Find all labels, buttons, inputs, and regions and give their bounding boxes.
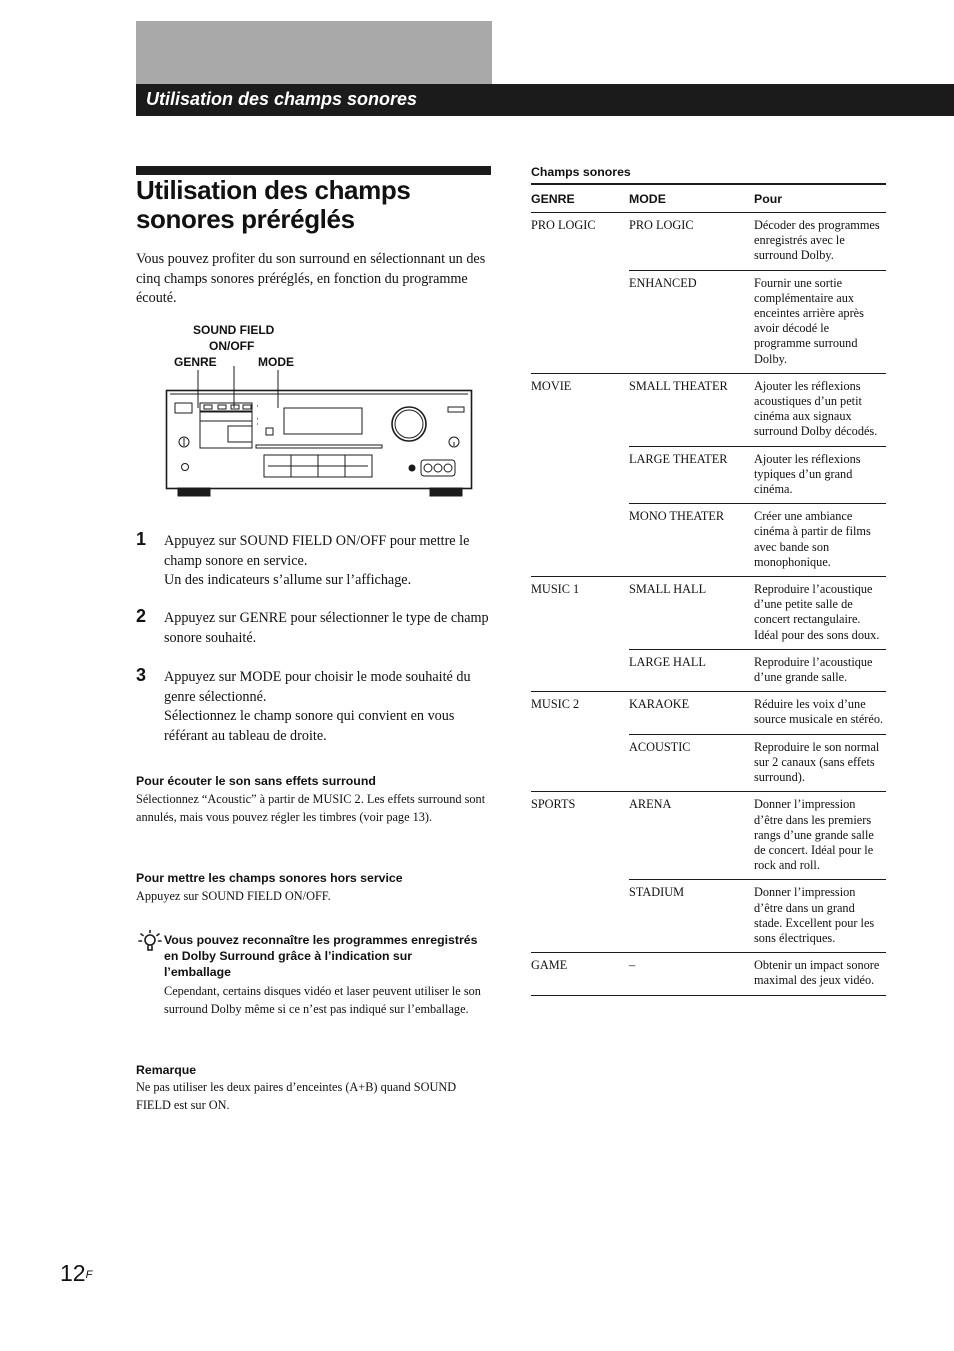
cell-mode: ACOUSTIC [629, 734, 754, 792]
step-line: Appuyez sur SOUND FIELD ON/OFF pour mettre le champ sonore en service. [164, 533, 470, 569]
tip-heading-line: Vous pouvez reconnaître les programmes enregistrés [164, 933, 478, 947]
cell-mode: KARAOKE [629, 692, 754, 734]
section-title: Utilisation des champs sonores [146, 89, 418, 109]
step-line: Sélectionnez le champ sonore qui convient en vous référant au tableau de droite. [164, 708, 455, 744]
note-heading: Remarque [136, 1063, 197, 1077]
cell-genre [531, 880, 629, 953]
header-gray-block [136, 21, 492, 84]
cell-genre: SPORTS [531, 797, 576, 812]
table-caption: Champs sonores [531, 165, 631, 179]
cell-mode: LARGE HALL [629, 649, 754, 691]
cell-pour: Reproduire l’acoustique d’une petite salle de concert rectangulaire. Idéal pour des sons doux. [754, 577, 886, 650]
cell-genre: GAME [531, 953, 629, 995]
label-mode: MODE [258, 355, 294, 369]
table-row [531, 577, 886, 650]
cell-genre [531, 649, 629, 691]
sound-field-table [531, 183, 886, 996]
section-text-no-surround: Sélectionnez “Acoustic” à partir de MUSIC 2. Les effets surround sont annulés, mais vous pouvez régler les timbres (voir page 13). [136, 792, 486, 824]
table-row [531, 270, 886, 373]
step-number: 2 [136, 606, 147, 626]
cell-genre [531, 504, 629, 577]
header-genre: GENRE [531, 184, 629, 213]
section-heading-off: Pour mettre les champs sonores hors service [136, 871, 403, 885]
tip-text: Cependant, certains disques vidéo et laser peuvent utiliser le son surround Dolby même si ce n’est pas indiqué sur l’emballage. [164, 984, 481, 1016]
step-number: 1 [136, 529, 147, 549]
table-row [531, 446, 886, 504]
receiver-front-panel-illustration [164, 366, 476, 498]
cell-pour: Décoder des programmes enregistrés avec le surround Dolby. [754, 213, 886, 271]
cell-mode: SMALL HALL [629, 577, 754, 650]
table-row [531, 880, 886, 953]
cell-mode: PRO LOGIC [629, 213, 754, 271]
cell-genre: MUSIC 1 [531, 582, 580, 597]
step-line: Un des indicateurs s’allume sur l’affichage. [164, 572, 412, 589]
lightbulb-icon [138, 929, 162, 953]
cell-pour: Donner l’impression d’être dans les premiers rangs d’une grande salle de concert. Idéal pour le rock and roll. [754, 792, 886, 880]
cell-mode: STADIUM [629, 880, 754, 953]
cell-pour: Créer une ambiance cinéma à partir de films avec bande son monophonique. [754, 504, 886, 577]
cell-mode: LARGE THEATER [629, 446, 754, 504]
section-heading-no-surround: Pour écouter le son sans effets surround [136, 774, 376, 788]
cell-genre: MUSIC 2 [531, 697, 580, 712]
header-pour: Pour [754, 184, 886, 213]
page-number-suffix: F [85, 1269, 93, 1281]
cell-mode: ENHANCED [629, 270, 754, 373]
table-row [531, 792, 886, 880]
title-rule [136, 166, 491, 175]
cell-mode: MONO THEATER [629, 504, 754, 577]
cell-pour: Fournir une sortie complémentaire aux enceintes arrière après avoir décodé le programme surround Dolby. [754, 270, 886, 373]
cell-pour: Reproduire l’acoustique d’une grande salle. [754, 649, 886, 691]
page-title: Utilisation des champs sonores préréglés [136, 175, 411, 234]
cell-genre: MOVIE [531, 378, 572, 393]
section-text-off: Appuyez sur SOUND FIELD ON/OFF. [136, 889, 331, 903]
tip-heading-line: en Dolby Surround grâce à l’indication sur [164, 949, 413, 963]
note-text: Ne pas utiliser les deux paires d’enceintes (A+B) quand SOUND FIELD est sur ON. [136, 1080, 457, 1112]
tip-heading-line: l’emballage [164, 965, 231, 979]
table-row [531, 504, 886, 577]
intro-paragraph: Vous pouvez profiter du son surround en sélectionnant un des cinq champs sonores préréglés, en fonction du programme écouté. [136, 251, 486, 307]
table-row [531, 213, 886, 271]
step-text [164, 609, 494, 648]
label-on-off: ON/OFF [209, 339, 255, 353]
cell-pour: Ajouter les réflexions typiques d’un grand cinéma. [754, 446, 886, 504]
cell-mode: – [629, 953, 754, 995]
cell-pour: Reproduire le son normal sur 2 canaux (sans effets surround). [754, 734, 886, 792]
step-text [164, 532, 494, 591]
header-mode: MODE [629, 184, 754, 213]
cell-genre [531, 446, 629, 504]
cell-pour: Ajouter les réflexions acoustiques d’un petit cinéma aux signaux surround Dolby décodés. [754, 373, 886, 446]
cell-pour: Obtenir un impact sonore maximal des jeux vidéo. [754, 953, 886, 995]
cell-mode: SMALL THEATER [629, 373, 754, 446]
cell-genre [531, 270, 629, 373]
cell-mode: ARENA [629, 792, 754, 880]
table-row [531, 734, 886, 792]
cell-genre [531, 734, 629, 792]
page-number [60, 1259, 92, 1287]
step-line: Appuyez sur MODE pour choisir le mode souhaité du genre sélectionné. [164, 669, 471, 705]
cell-pour: Donner l’impression d’être dans un grand stade. Excellent pour les sons électriques. [754, 880, 886, 953]
label-genre: GENRE [174, 355, 217, 369]
table-row [531, 373, 886, 446]
cell-genre: PRO LOGIC [531, 218, 596, 232]
table-row [531, 692, 886, 734]
table-row [531, 649, 886, 691]
step-number: 3 [136, 665, 147, 685]
label-sound-field: SOUND FIELD [193, 323, 275, 337]
cell-pour: Réduire les voix d’une source musicale en stéréo. [754, 692, 886, 734]
tip-heading [164, 932, 496, 980]
step-text [164, 668, 494, 746]
page-number-value: 12 [60, 1260, 86, 1286]
table-header-row [531, 184, 886, 213]
step-line: Appuyez sur GENRE pour sélectionner le type de champ sonore souhaité. [164, 610, 489, 646]
table-row [531, 953, 886, 995]
